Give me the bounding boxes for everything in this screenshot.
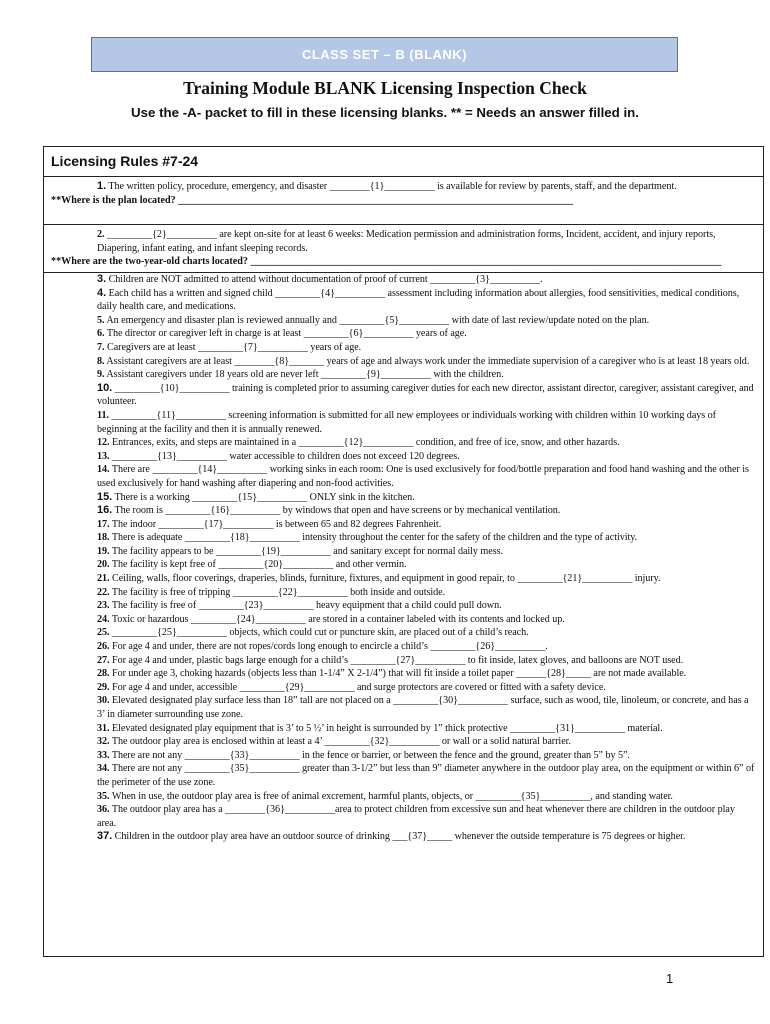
- rule-text: The facility is kept free of _________{20}__________ and other vermin.: [111, 559, 407, 571]
- rule-item: [44, 518, 763, 532]
- rule-text: For age 4 and under, plastic bags large enough for a child’s _________{27}__________ to fit inside, latex gloves, and balloons are NOT used.: [112, 654, 684, 666]
- rule-item: [44, 531, 763, 545]
- rule-text: _________{2}__________ are kept on-site for at least 6 weeks: Medication permission and administration forms, Incident, accident, and injury reports, Diapering, infant eating, and infant sleeping records.: [97, 229, 716, 254]
- rule-item: [44, 803, 763, 830]
- page-subtitle: Use the -A- packet to fill in these licensing blanks. ** = Needs an answer filled in.: [130, 105, 639, 120]
- rule-number: 19.: [97, 545, 110, 557]
- rule-number: 6.: [97, 328, 105, 340]
- rule-item: [44, 749, 763, 763]
- rule-item: [44, 273, 763, 287]
- rule-number: 11.: [97, 409, 109, 421]
- rule-item: [44, 491, 763, 505]
- rule-number: 7.: [97, 341, 105, 353]
- rule-number: 17.: [97, 518, 110, 530]
- rule-item: [44, 287, 763, 314]
- rule-item: [44, 694, 763, 721]
- rule-number: 31.: [97, 722, 110, 734]
- rule-text: Each child has a written and signed child _________{4}__________ assessment including information about allergies, food sensitivities, medical conditions, daily health care, and medications.: [97, 287, 740, 313]
- rule-number: 36.: [97, 804, 110, 816]
- rule-text: There are _________{14}__________ working sinks in each room: One is used exclusively for food/bottle preparation and food hand washing and the other is used exclusively for hand washing after diapering and non-food activities.: [97, 464, 749, 489]
- rule-item: [44, 558, 763, 572]
- rule-text: For age 4 and under, accessible _________{29}__________ and surge protectors are covered or fitted with a safety device.: [112, 681, 606, 693]
- rule-text: The facility is free of _________{23}__________ heavy equipment that a child could pull down.: [111, 600, 502, 612]
- rule-item: [44, 830, 763, 844]
- rule-item: [44, 463, 763, 490]
- rule-item: [44, 225, 763, 255]
- rule-number: 1.: [97, 180, 107, 192]
- rule-number: 26.: [97, 641, 110, 653]
- rule-item: [44, 382, 763, 409]
- rule-item: [44, 762, 763, 789]
- rule-number: 2.: [97, 229, 105, 240]
- rule-block-1: [44, 177, 763, 225]
- rule-text: Children are NOT admitted to attend without documentation of proof of current _________{3}__________.: [108, 274, 543, 285]
- rule-text: Elevated designated play surface less than 18” tall are not placed on a _________{30}__________ surface, such as wood, tile, linoleum, or concrete, and has a 3’ in diameter surrounding use zone.: [97, 695, 749, 720]
- rule-text: The facility appears to be _________{19}__________ and sanitary except for normal daily mess.: [111, 545, 503, 557]
- rule-text: The outdoor play area has a ________{36}__________area to protect children from excessive sun and heat whenever there are children in the outdoor play area.: [97, 804, 735, 829]
- rule-number: 20.: [97, 559, 110, 571]
- rule-number: 4.: [97, 286, 107, 299]
- rule-item: [44, 586, 763, 600]
- rule-text: The outdoor play area is enclosed within at least a 4’ _________{32}__________ or wall or a solid natural barrier.: [111, 736, 571, 748]
- rule-item: [44, 341, 763, 355]
- question-plan-location: **Where is the plan located? ______________________________________________________________________________: [51, 194, 574, 206]
- rule-number: 30.: [97, 695, 110, 707]
- rule-number: 34.: [97, 763, 110, 775]
- rule-item: [44, 545, 763, 559]
- rule-number: 15.: [97, 490, 113, 503]
- rule-text: Elevated designated play equipment that is 3’ to 5 ½’ in height is surrounded by 1” thick protective _________{31}__________ material.: [112, 722, 663, 734]
- rule-item: [44, 409, 763, 436]
- rule-text: Children in the outdoor play area have an outdoor source of drinking ___{37}_____ whenever the outside temperature is 75 degrees or higher.: [114, 831, 686, 843]
- rule-number: 14.: [97, 464, 110, 476]
- rule-text: _________{11}__________ screening information is submitted for all new employees or individuals working with children within 10 working days of beginning at the facility and then it is annually renewed.: [97, 409, 716, 435]
- rule-item: [44, 722, 763, 736]
- rule-text: For age 4 and under, there are not ropes/cords long enough to encircle a child’s _________{26}__________.: [112, 641, 548, 653]
- rule-text: _________{10}__________ training is completed prior to assuming caregiver duties for each new director, assistant director, caregiver, assistant caregiver, and volunteer.: [97, 382, 754, 408]
- class-set-banner: CLASS SET – B (BLANK): [91, 37, 678, 72]
- rule-item: [44, 667, 763, 681]
- rule-number: 27.: [97, 654, 110, 666]
- rule-text: There is adequate _________{18}__________ intensity throughout the center for the safety of the children and the type of activity.: [111, 532, 638, 544]
- rule-number: 12.: [97, 437, 110, 449]
- page-number: 1: [666, 971, 674, 986]
- rule-number: 16.: [97, 504, 113, 517]
- rule-text: The indoor _________{17}__________ is between 65 and 82 degrees Fahrenheit.: [111, 518, 442, 530]
- rule-text: _________{13}__________ water accessible to children does not exceed 120 degrees.: [112, 450, 460, 462]
- rule-number: 24.: [97, 613, 110, 625]
- rule-text: The room is _________{16}__________ by windows that open and have screens or by mechanical ventilation.: [114, 505, 561, 517]
- rule-text: The written policy, procedure, emergency, and disaster ________{1}__________ is available for review by parents, staff, and the department.: [108, 181, 677, 192]
- rule-number: 13.: [97, 450, 110, 462]
- rule-item: [44, 790, 763, 804]
- rule-number: 37.: [97, 830, 113, 843]
- rule-item: [44, 327, 763, 341]
- rule-text: When in use, the outdoor play area is free of animal excrement, harmful plants, objects, or _________{35}__________, and standing water.: [111, 790, 673, 802]
- rule-text: Ceiling, walls, floor coverings, draperies, blinds, furniture, fixtures, and equipment in good repair, to _________{21}__________ injury.: [112, 573, 661, 585]
- rule-number: 25.: [97, 627, 110, 639]
- rule-item: [44, 613, 763, 627]
- rule-item: [44, 436, 763, 450]
- rule-number: 18.: [97, 532, 110, 544]
- rule-number: 23.: [97, 600, 110, 612]
- rule-text: Caregivers are at least _________{7}__________ years of age.: [106, 341, 362, 353]
- rule-item: [44, 368, 763, 382]
- rule-number: 32.: [97, 736, 110, 748]
- rule-text: There are not any _________{35}__________ greater than 3-1/2” but less than 9” diameter anywhere in the outdoor play area, on the equipment or within 6” of the perimeter of the use zone.: [97, 763, 755, 788]
- section-heading: Licensing Rules #7-24: [44, 147, 763, 177]
- rule-item: [44, 504, 763, 518]
- rule-item: [44, 450, 763, 464]
- rule-item: [44, 626, 763, 640]
- rule-item: [44, 735, 763, 749]
- rule-number: 28.: [97, 668, 110, 680]
- rule-number: 21.: [97, 573, 110, 585]
- rule-number: 8.: [97, 355, 105, 367]
- rule-text: Toxic or hazardous _________{24}__________ are stored in a container labeled with its contents and locked up.: [111, 613, 565, 625]
- rule-text: Entrances, exits, and steps are maintained in a _________{12}__________ condition, and free of ice, snow, and other hazards.: [112, 437, 620, 449]
- rule-number: 9.: [97, 369, 105, 381]
- rule-item: [44, 572, 763, 586]
- rule-text: _________{25}__________ objects, which could cut or puncture skin, are placed out of a child’s reach.: [112, 627, 529, 639]
- rule-number: 29.: [97, 681, 110, 693]
- rule-block-2: [44, 225, 763, 273]
- rule-text: Assistant caregivers are at least ________{8}_______ years of age and always work under the immediate supervision of a caregiver who is at least 18 years old.: [106, 355, 750, 367]
- rule-text: For under age 3, choking hazards (objects less than 1-1/4” X 2-1/4”) that will fit inside a toilet paper ______{28}_____ are not made available.: [112, 668, 687, 680]
- rule-text: Assistant caregivers under 18 years old are never left _________{9}__________ with the children.: [106, 369, 504, 381]
- rule-number: 33.: [97, 749, 110, 761]
- rule-text: The director or caregiver left in charge is at least _________{6}__________ years of age.: [106, 328, 467, 340]
- rule-number: 22.: [97, 586, 110, 598]
- rule-item: [44, 355, 763, 369]
- page-title: Training Module BLANK Licensing Inspection Check: [183, 78, 587, 98]
- rule-number: 35.: [97, 790, 110, 802]
- licensing-rules-table: [43, 146, 764, 957]
- rule-item: [44, 177, 763, 194]
- rule-list: [44, 273, 763, 844]
- rule-number: 3.: [97, 273, 107, 285]
- rule-item: [44, 599, 763, 613]
- rule-item: [44, 654, 763, 668]
- rule-text: An emergency and disaster plan is reviewed annually and _________{5}__________ with date of last review/update noted on the plan.: [106, 314, 650, 326]
- rule-item: [44, 640, 763, 654]
- rule-text: The facility is free of tripping _________{22}__________ both inside and outside.: [111, 586, 446, 598]
- rule-item: [44, 314, 763, 328]
- rule-number: 5.: [97, 314, 105, 326]
- rule-text: There are not any _________{33}__________ in the fence or barrier, or between the fence and the ground, greater than 5” by 5”.: [111, 749, 630, 761]
- rule-text: There is a working _________{15}__________ ONLY sink in the kitchen.: [114, 491, 415, 503]
- rule-number: 10.: [97, 381, 113, 394]
- rule-item: [44, 681, 763, 695]
- question-charts-location: **Where are the two-year-old charts located? _____________________________________________________________________________________________: [51, 256, 722, 268]
